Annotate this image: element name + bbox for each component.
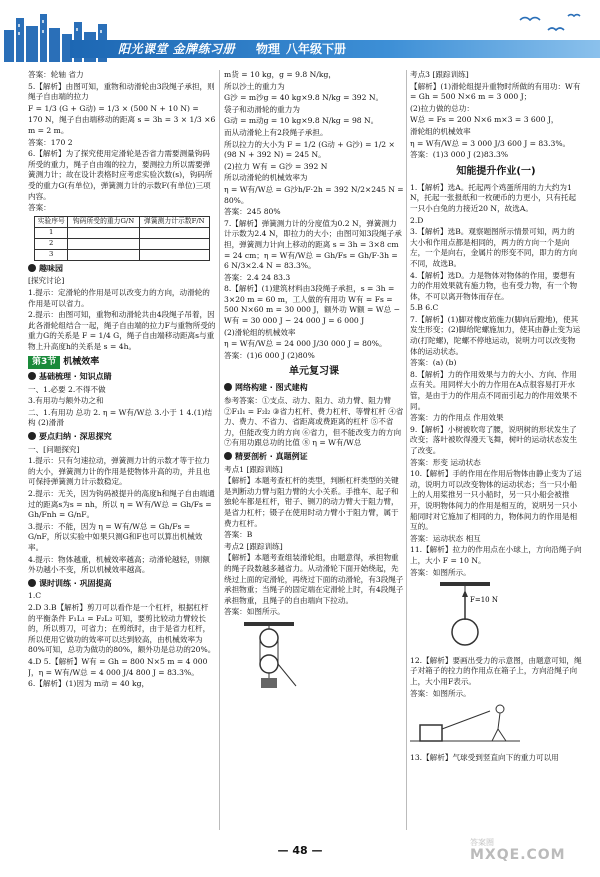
answer-line: 一、[问题探究]	[28, 444, 80, 454]
table-row	[35, 216, 210, 227]
section-heading-text: 基础梳理 · 知识点睛	[39, 372, 112, 382]
answer-line: 【解析】(1)滑轮组提升重物时所做的有用功：W有 = Gh = 500 N×6 m = 3 000 J；	[410, 81, 581, 102]
table-cell	[139, 249, 209, 260]
answer-line: 参考答案：①支点、动力、阻力、动力臂、阻力臂 ②F₁l₁ = F₂l₂ ③省力杠杆、费力杠杆、等臂杠杆 ④省力、费力、不省力、省距离或费距离的杠杆 ⑤不省力，但能改变力的方向 ⑥省力，但不能改变力的方向 ⑦有用功跟总功的比值 ⑧ η = W有/W总	[224, 396, 404, 448]
section-heading-text: 精要剖析 · 真题例证	[235, 452, 308, 461]
watermark: MXQE.COM	[470, 847, 566, 863]
answer-line: 答案：形变 运动状态	[410, 457, 481, 467]
table-cell	[68, 238, 139, 249]
answer-line: 【解析】本题考查杠杆的类型，判断杠杆类型的关键是判断动力臂与阻力臂的大小关系。手推车、起子和独轮车都是杠杆，钳子、铡刀的动力臂大于阻力臂，是省力杠杆；镊子在使用时动力臂小于阻力臂，属于费力杠杆。	[224, 476, 399, 528]
table-cell	[139, 238, 209, 249]
answer-line: 5.B 6.C	[410, 303, 439, 313]
answer-line: m货 = 10 kg，g = 9.8 N/kg，	[224, 70, 336, 79]
answer-line: 袋子和动滑轮的重力为	[224, 104, 300, 114]
answer-line: 13.【解析】气球受到竖直向下的重力可以用	[410, 752, 559, 762]
answer-line: 答案：如图所示。	[224, 607, 285, 617]
column-divider	[406, 70, 407, 830]
answer-line: W总 = Fs = 200 N×6 m×3 = 3 600 J，	[410, 115, 559, 125]
answer-line: 答案：如图所示。	[410, 688, 471, 698]
table-cell: 钩码所受的重力G/N	[68, 216, 139, 227]
section-heading	[28, 372, 216, 383]
answer-line: (2)拉力 W有 = G沙 = 392 N	[224, 161, 328, 171]
answer-line: 答案：(a) (b)	[410, 358, 457, 368]
answer-line: 答案：(1)6 000 J (2)80%	[224, 350, 315, 360]
page-header-banner	[0, 0, 600, 62]
answer-line: 4.【解析】选D。力是物体对物体的作用，要想有力的作用效果就有施力物，也有受力物，有一个物体，不可以离开物体而存在。	[410, 270, 578, 301]
answer-line: 所以沙土的重力为	[224, 81, 285, 91]
answer-column-left	[28, 70, 216, 832]
section-heading	[28, 432, 216, 443]
answer-line: 所以拉力的大小为 F = 1/2 (G动 + G沙) = 1/2 × (98 N + 392 N) = 245 N。	[224, 139, 395, 160]
answer-column-middle	[224, 70, 404, 832]
section-bullet-icon	[28, 432, 36, 440]
answer-line: 考点2 [跟踪训练]	[224, 541, 283, 551]
answer-line: F = 1/3 (G + G动) = 1/3 × (500 N + 10 N) =	[28, 103, 199, 113]
answer-line: 5.【解析】由图可知，重物和动滑轮由3段绳子承担，则绳子自由端的拉力	[28, 81, 215, 102]
watermark-top: 答案圈	[470, 838, 494, 847]
answer-line: η = W有/W总 = 24 000 J/30 000 J = 80%。	[224, 339, 387, 349]
section-heading-text: 课时训练 · 巩固提高	[39, 578, 112, 588]
table-cell	[68, 227, 139, 238]
answer-line: 1.提示：定滑轮的作用是可以改变力的方向，动滑轮的作用是可以省力。	[28, 287, 210, 308]
answer-line: G沙 = m沙g = 40 kg×9.8 N/kg = 392 N。	[224, 93, 384, 103]
table-row	[35, 238, 210, 249]
answer-line: 答案：轮轴 省力	[28, 70, 84, 79]
answer-line: 12.【解析】要画出受力的示意图，由题意可知，绳子对箱子的拉力的作用点在箱子上，方向沿绳子向上，大小用F表示。	[410, 655, 582, 686]
box-pull-figure	[410, 701, 582, 751]
chapter-title: 机械效率	[63, 357, 100, 368]
answer-line: 答案：	[28, 203, 51, 213]
answer-line: 答案：如图所示。	[410, 567, 471, 577]
answer-line: η = W有/W总 = G沙h/F·2h = 392 N/2×245 N = 80%。	[224, 184, 404, 205]
chapter-number-badge: 第3节	[28, 356, 60, 369]
answer-line: 11.【解析】拉力的作用点在小球上，方向沿绳子向上，大小 F = 10 N。	[410, 545, 582, 565]
answer-line: 答案：(1)3 000 J (2)83.3%	[410, 150, 509, 160]
force-label: F=10 N	[470, 596, 498, 605]
section-heading	[224, 452, 404, 463]
answer-column-right	[410, 70, 582, 832]
answer-line: [探究讨论]	[28, 276, 65, 286]
unit-title: 单元复习课	[289, 366, 339, 378]
answer-line: 6.【解析】(1)因为 m动 = 40 kg，	[28, 679, 150, 689]
section-heading	[28, 264, 216, 275]
column-divider	[219, 70, 220, 830]
table-cell: 2	[35, 238, 68, 249]
answer-line: 1.C	[28, 591, 42, 601]
table-cell: 实验序号	[35, 216, 68, 227]
table-cell: 3	[35, 249, 68, 260]
table-cell: 1	[35, 227, 68, 238]
answer-line: 1.提示：只有匀速拉动，弹簧测力计的示数才等于拉力的大小，弹簧测力计的作用是使物体升高的功，并且也可保持弹簧测力计示数稳定。	[28, 456, 211, 487]
section-heading-text: 网络构建 · 图式建构	[235, 383, 308, 393]
page-number: — 48 —	[277, 844, 323, 857]
section-bullet-icon	[28, 264, 36, 272]
answer-line: 3.有用功与额外功之和	[28, 396, 104, 406]
subject-label: 物理	[256, 42, 281, 56]
table-row	[35, 227, 210, 238]
answer-line: 2.提示：无关，因为钩码被提升的高度h和绳子自由端通过的距离s为s = nh，所以 η = W有/W总 = Gh/Fs = Gh/Fnh = G/nF。	[28, 489, 215, 520]
grade-label: 八年级下册	[286, 42, 347, 56]
experiment-record-table	[34, 216, 210, 261]
section-heading	[28, 579, 216, 590]
answer-line: 6.【解析】为了探究使用定滑轮是否省力需要测量钩码所受的重力，绳子自由端的拉力，要测拉力所以需要弹簧测力计；故在设计表格时应考虑实验次数(s)，钩码所受的重力G(有单位)，弹簧测力计的示数F(有单位)三项内容。	[28, 149, 213, 201]
section-bullet-icon	[28, 579, 36, 587]
answer-line: 3.提示：不能，因为 η = W有/W总 = Gh/Fs = G/nF，所以实验中如果只测G和F也可以算出机械效率。	[28, 521, 203, 552]
section-heading-text: 要点归纳 · 深思探究	[39, 432, 112, 442]
answer-line: 7.【解析】弹簧测力计的分度值为0.2 N，弹簧测力计示数为2.4 N，即拉力的大小；由图可知3段绳子承担，弹簧测力计向上移动的距离 s = 3h = 3×8 cm = 24 cm；η = W有/W总 = Gh/Fs = Gh/F·3h = 6 N/3×2.4 N = 83.3%。	[224, 218, 402, 271]
answer-line: 二、1.有用功 总功 2. η = W有/W总 3.小于 1 4.(1)结构 (2)滑滑	[28, 407, 213, 428]
answer-line: 9.【解析】小树被吹弯了腰，说明树的形状发生了改变；落叶被吹得漫天飞舞，树叶的运动状态发生了改变。	[410, 424, 578, 455]
section-bullet-icon	[224, 452, 232, 460]
section-heading-text: 趣味园	[39, 263, 63, 273]
answer-line: G动 = m动g = 10 kg×9.8 N/kg = 98 N。	[224, 116, 379, 126]
answer-line: 一、1.必要 2.不得不做	[28, 384, 106, 394]
answer-line: 答案：B	[224, 530, 253, 540]
answer-line: 2.提示：由图可知，重物和动滑轮共由4段绳子吊着，因此各滑轮组结合一起，绳子自由端的拉力F与重物所受的重力G的关系是 F = 1/4 G，绳子自由端移动距离s与重物上升高度h的关系是 s = 4h。	[28, 310, 216, 351]
answer-line: 8.【解析】力的作用效果与力的大小、方向、作用点有关。用同样大小的力作用在A点很容易打开水管，是由于力的作用点不同而引起力的作用效果不同。	[410, 369, 578, 411]
answer-line: 1.【解析】选A。托起两个鸡蛋所用的力大约为1 N，托起一张报纸和一枚硬币的力更小，只有托起一只小白兔的力接近20 N，故选A。	[410, 182, 577, 213]
answer-line: 8.【解析】(1)建筑材料由3段绳子承担，s = 3h = 3×20 m = 60 m，工人做的有用功 W有 = Fs = 500 N×60 m = 30 000 J，额外功 W额 = W总 − W有 = 30 000 J − 24 000 J = 6 000 J	[224, 284, 400, 326]
unit-title: 知能提升作业(一)	[456, 165, 536, 177]
answer-line: 答案：力的作用点 作用效果	[410, 413, 504, 423]
answer-line: 所以动滑轮的机械效率为	[224, 173, 308, 183]
answer-line: η = W有/W总 = 3 000 J/3 600 J = 83.3%。	[410, 138, 571, 148]
answer-line: 3.【解析】选B。观察题图所示情景可知，两力的大小和作用点都是相同的，两力的方向一个是向左，一个是向右，金属片的形变不同，即力的方向不同，故选B。	[410, 227, 578, 268]
pulley-system-figure	[224, 620, 404, 694]
answer-line: 答案：245 80%	[224, 207, 281, 217]
answer-line: 考点3 [跟踪训练]	[410, 70, 469, 79]
answer-line: 滑轮组的机械效率	[410, 126, 471, 136]
table-cell	[139, 227, 209, 238]
answer-line: 7.【解析】(1)脚对橡皮筋施力(脚向后蹬地)，使其发生形变；(2)脚给陀螺施加力，使其由静止变为运动(打陀螺)，陀螺不停地运动，说明力可以改变物体的运动状态。	[410, 314, 581, 356]
ball-force-diagram-figure	[410, 580, 582, 654]
answer-line: (2)拉力做的总功：	[410, 103, 474, 113]
book-series-title: 阳光课堂 金牌练习册	[118, 42, 236, 56]
answer-line: 170 N，绳子自由端移动的距离 s = 3h = 3 × 1/3 ×6 m = 2 m。	[28, 115, 216, 135]
chapter-heading	[28, 356, 216, 369]
table-cell	[68, 249, 139, 260]
section-heading	[224, 383, 404, 394]
answer-line: 答案：170 2	[28, 137, 73, 147]
answer-line: 【解析】本题考查组装滑轮组，由题意得，承担物重的绳子段数越多越省力。从动滑轮下面开始绕起，先绕过上面的定滑轮，再绕过下面的动滑轮，有3段绳子承担物重；当绳子的固定端在定滑轮上时，有4段绳子承担物重，且绳子的自由端向下拉动。	[224, 553, 404, 605]
answer-line: 答案：2.4 24 83.3	[224, 272, 291, 282]
table-row	[35, 249, 210, 260]
answer-line: 4.D 5.【解析】W有 = Gh = 800 N×5 m = 4 000 J，η = W有/W总 = 4 000 J/4 800 J = 83.3%。	[28, 656, 208, 677]
answer-line: 2.D 3.B【解析】剪刀可以看作是一个杠杆，根据杠杆的平衡条件 F₁L₁ = F₂L₂ 可知，要剪比较动力臂较长的，所以剪刀，可省力；在剪纸时，由于是省力杠杆，所以使用它做功的效率可以达到较高，由机械效率为80%可知，总功为做功的80%，额外功是总功的20%。	[28, 602, 216, 655]
section-bullet-icon	[28, 372, 36, 380]
answer-line: 而从动滑轮上有2段绳子承担。	[224, 127, 328, 137]
answer-line: 2.D	[410, 215, 424, 225]
answer-line: 考点1 [跟踪训练]	[224, 464, 283, 474]
answer-line: 答案：运动状态 相互	[410, 533, 481, 543]
section-bullet-icon	[224, 383, 232, 391]
answer-line: (2)滑轮组的机械效率	[224, 327, 296, 337]
table-cell: 弹簧测力计示数F/N	[139, 216, 209, 227]
answer-line: 10.【解析】手的作用在作用后物体由静止变为了运动，说明力可以改变物体的运动状态；当一只小船上的人用桨推另一只小船时，另一只小船会被推开，说明物体间力的作用是相互的，说明另一只小船同时对它施加了相同的力，物体间力的作用是相互的。	[410, 469, 582, 532]
answer-line: 4.提示：物体越重，机械效率越高；动滑轮越轻，则额外功越小不变，所以机械效率越高。	[28, 554, 210, 575]
